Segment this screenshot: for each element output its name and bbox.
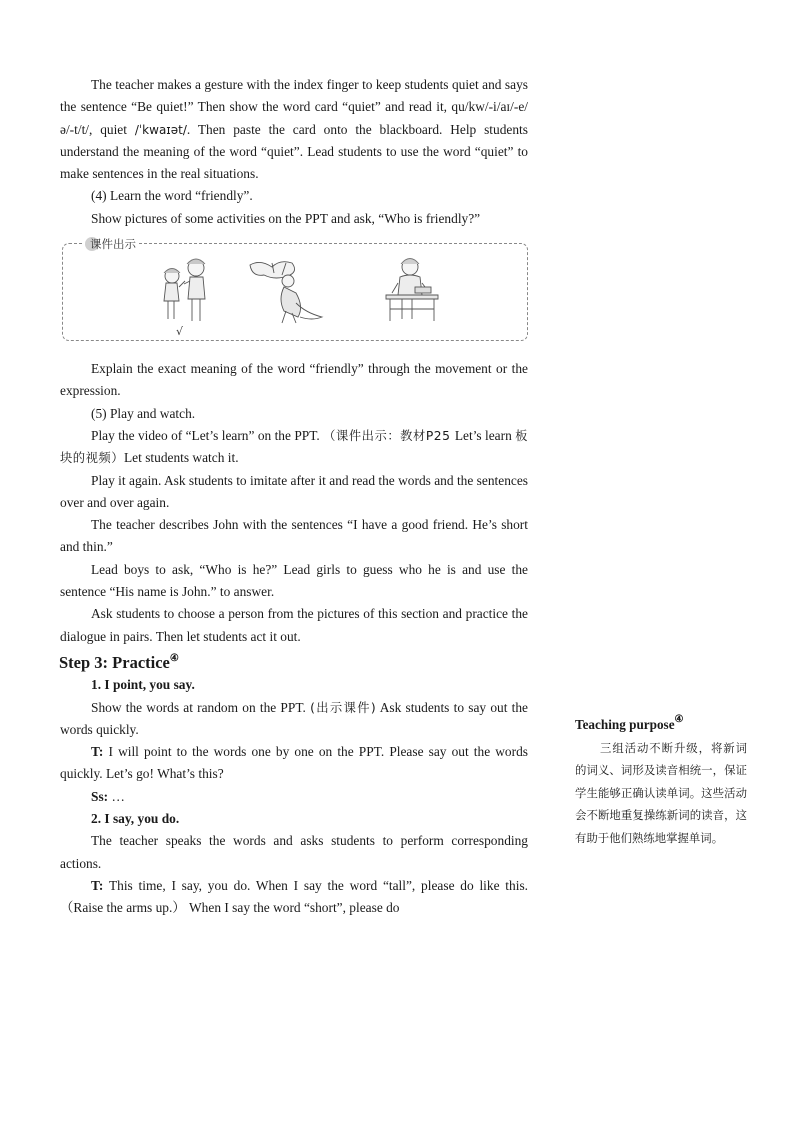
lead-boys-text: Lead boys to ask, “Who is he?” Lead girls to guess who he is and use the sentence “His name is John.” to answer.: [60, 561, 528, 600]
play-watch-heading: (5) Play and watch.: [91, 405, 196, 421]
courseware-label-text: 课件出示: [90, 237, 136, 252]
teaching-purpose-title: [575, 714, 747, 733]
play-video-en-3: Let students watch it.: [124, 450, 239, 466]
play-video-en-2: Let’s learn: [454, 427, 516, 443]
teaching-purpose-body: 三组活动不断升级，将新词的词义、词形及读音相统一，保证学生能够正确认读单词。这些活动会不断地重复操练新词的读音，这有助于他们熟练地掌握单词。: [575, 741, 747, 845]
step3-title: Step 3: Practice: [59, 652, 170, 672]
play-video-cn-1: （课件出示：教材P25: [323, 428, 455, 443]
teacher-label: T:: [91, 877, 104, 893]
students-text: …: [108, 788, 125, 804]
lesson-body: [60, 74, 528, 920]
check-mark: √: [176, 325, 184, 339]
teaching-purpose-title-text: Teaching purpose: [575, 717, 675, 732]
tree-figure-illustration: [250, 262, 322, 323]
describe-john-text: The teacher describes John with the sentences “I have a good friend. He’s short and thin.”: [60, 517, 528, 555]
activity1-students-line: [60, 786, 528, 808]
activity1-teacher-line: [60, 741, 528, 786]
activity1-show-cn: (出示课件): [310, 700, 377, 715]
play-video-cn-2: 板块的视频）: [60, 428, 528, 466]
activity2-teacher-line: [60, 875, 528, 920]
quiet-text-2: . Then paste the card onto the blackboard. Help students understand the meaning of the word “quiet”. Lead students to use the word “quiet” to make sentences in the real situations.: [60, 121, 528, 182]
two-children-illustration: [164, 259, 205, 321]
show-pictures-text: Show pictures of some activities on the PPT and ask, “Who is friendly?”: [91, 210, 481, 226]
courseware-box: [60, 233, 528, 353]
activity2-desc: The teacher speaks the words and asks students to perform corresponding actions.: [60, 833, 528, 871]
teacher-text: I will point to the words one by one on the PPT. Please say out the words quickly. Let’s go! What’s this?: [60, 744, 528, 782]
play-video-text: [60, 425, 528, 470]
activity2-title: 2. I say, you do.: [91, 811, 180, 827]
friendly-pictures: [60, 243, 528, 339]
teacher-text: This time, I say, you do. When I say the word “tall”, please do like this. （Raise the arms up.） When I say the word “short”, please do: [60, 877, 528, 916]
learn-friendly-heading: (4) Learn the word “friendly”.: [91, 188, 253, 204]
quiet-text-1: The teacher makes a gesture with the index finger to keep students quiet and says the sentence “Be quiet!” Then show the word card “quiet” and read it, qu/kw/-i/aɪ/-e/ə/-t/t/, quiet: [60, 77, 528, 137]
activity1-title: 1. I point, you say.: [91, 677, 195, 693]
child-at-desk-illustration: [386, 259, 438, 322]
activity1-show-en-2: Ask students to say out the words quickly.: [60, 699, 529, 737]
teaching-purpose-note: [575, 714, 747, 849]
play-again-text: Play it again. Ask students to imitate after it and read the words and the sentences over and over again.: [60, 472, 528, 510]
activity1-show-en-1: Show the words at random on the PPT.: [91, 699, 311, 715]
quiet-phonetic: /ˈkwaɪət/: [134, 122, 187, 137]
students-label: Ss:: [91, 788, 109, 804]
ask-students-text: Ask students to choose a person from the pictures of this section and practice the dialogue in pairs. Then let students act it out.: [60, 606, 528, 644]
teaching-purpose-mark: ④: [674, 714, 684, 725]
step3-mark: ④: [169, 652, 179, 664]
activity1-show-text: [60, 697, 528, 742]
step3-heading: [59, 648, 528, 674]
play-video-en: Play the video of “Let’s learn” on the PPT.: [91, 427, 324, 443]
teacher-label: T:: [91, 744, 104, 760]
explain-text: Explain the exact meaning of the word “friendly” through the movement or the expression.: [60, 361, 528, 399]
quiet-paragraph: [60, 74, 528, 185]
